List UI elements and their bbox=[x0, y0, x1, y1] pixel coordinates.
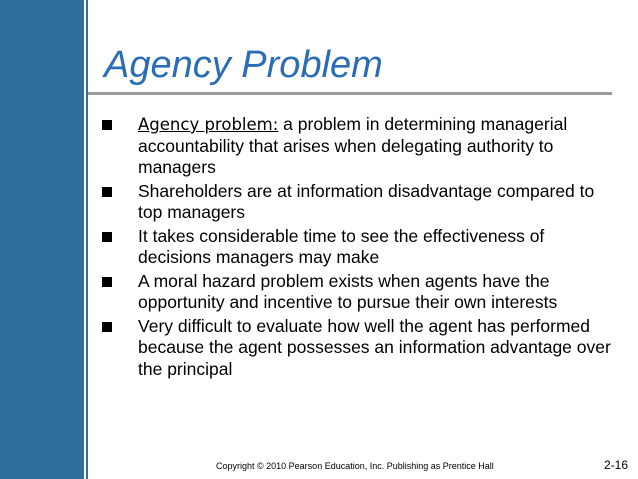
bullet-text: It takes considerable time to see the effectiveness of decisions managers may make bbox=[138, 225, 545, 267]
page-number: 2-16 bbox=[604, 458, 629, 472]
bullet-text: Very difficult to evaluate how well the agent has performed because the agent possesses an information advantage over the principal bbox=[138, 315, 611, 379]
left-accent-bar bbox=[0, 0, 84, 479]
bullet-item-time bbox=[102, 226, 622, 269]
slide-footer bbox=[0, 458, 638, 474]
defined-term: Agency problem: bbox=[138, 115, 279, 134]
square-bullet-icon bbox=[102, 187, 112, 197]
square-bullet-icon bbox=[102, 277, 112, 287]
left-accent-line bbox=[86, 0, 88, 479]
bullet-list bbox=[102, 114, 622, 382]
bullet-text: a problem in determining managerial accountability that arises when delegating authority to managers bbox=[138, 114, 568, 177]
bullet-item-moral-hazard bbox=[102, 271, 622, 314]
bullet-text: Shareholders are at information disadvantage compared to top managers bbox=[138, 180, 595, 222]
square-bullet-icon bbox=[102, 120, 112, 130]
copyright-notice: Copyright © 2010 Pearson Education, Inc. Publishing as Prentice Hall bbox=[216, 461, 494, 471]
title-divider bbox=[88, 92, 612, 95]
square-bullet-icon bbox=[102, 322, 112, 332]
bullet-item-shareholders bbox=[102, 181, 622, 224]
slide-title: Agency Problem bbox=[104, 44, 383, 86]
bullet-item-evaluation bbox=[102, 316, 622, 381]
bullet-item-agency-problem bbox=[102, 114, 622, 179]
square-bullet-icon bbox=[102, 232, 112, 242]
bullet-text: A moral hazard problem exists when agents have the opportunity and incentive to pursue their own interests bbox=[138, 270, 558, 312]
